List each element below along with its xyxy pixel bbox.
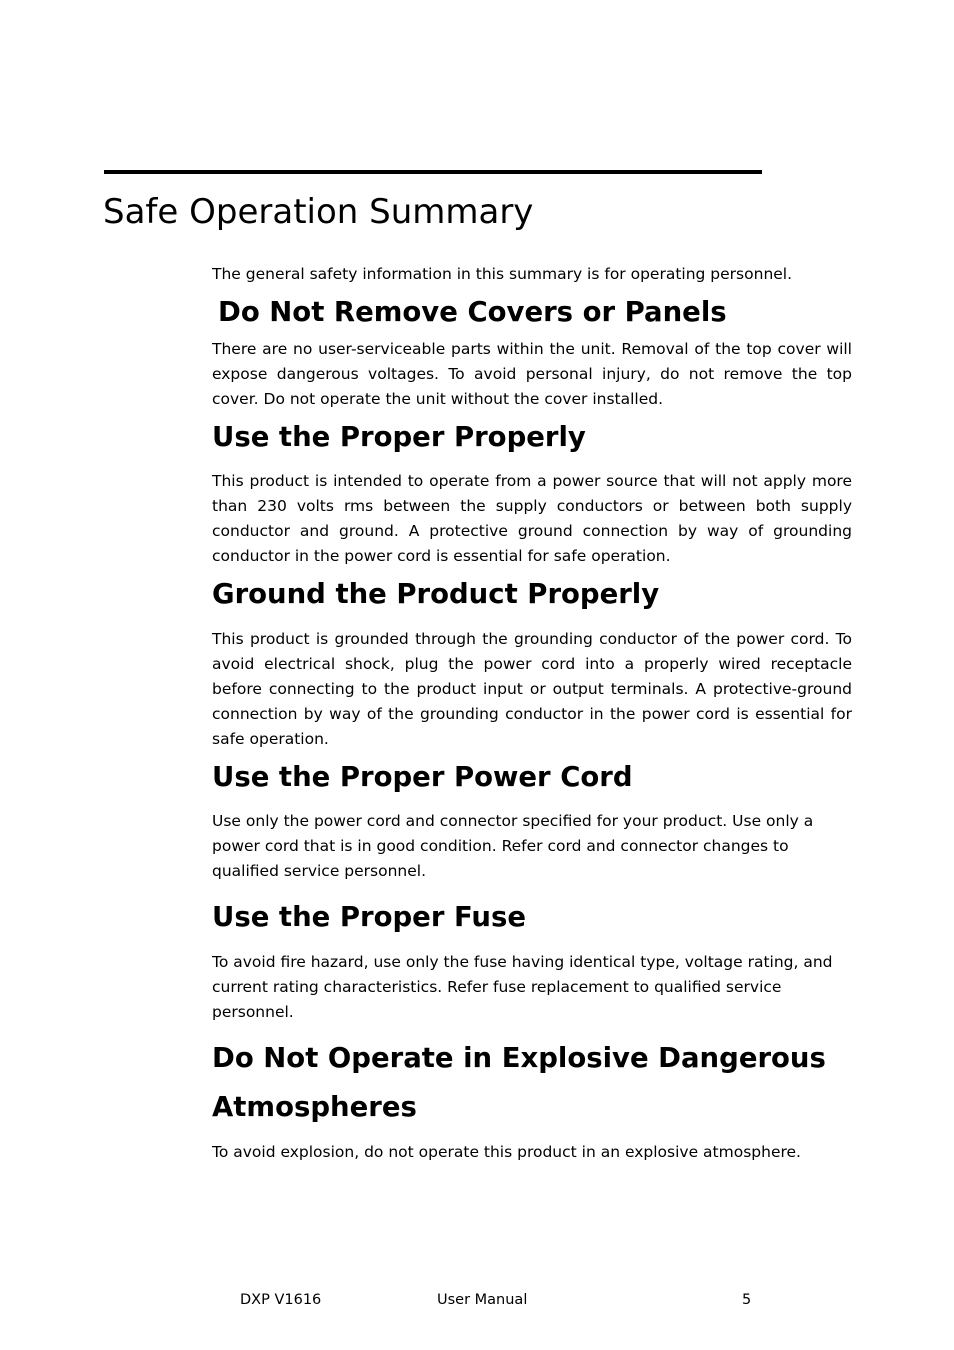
body-proper-fuse: To avoid fire hazard, use only the fuse having identical type, voltage rating, and current rating characteristics. Refer fuse replacement to qualified service personnel. (212, 953, 833, 1021)
body-ground-product: This product is grounded through the grounding conductor of the power cord. To avoid electrical shock, plug the power cord into a properly wired receptacle before connecting to the product input or output terminals. A protective-ground connection by way of the grounding conductor in the power cord is essential for safe operation. (212, 630, 852, 748)
heading-explosive-line2: Atmospheres (212, 1091, 417, 1123)
heading-explosive-line1: Do Not Operate in Explosive Dangerous (212, 1042, 826, 1074)
heading-proper-fuse: Use the Proper Fuse (212, 901, 526, 933)
heading-ground-product: Ground the Product Properly (212, 578, 660, 610)
footer-doc-title: User Manual (437, 1292, 528, 1308)
footer-page-number: 5 (742, 1292, 752, 1308)
body-explosive: To avoid explosion, do not operate this product in an explosive atmosphere. (212, 1143, 801, 1161)
body-covers-panels: There are no user-serviceable parts within the unit. Removal of the top cover will expose dangerous voltages. To avoid personal injury, do not remove the top cover. Do not operate the unit without the cover installed. (212, 340, 852, 408)
heading-covers-panels: Do Not Remove Covers or Panels (218, 296, 727, 328)
page-title: Safe Operation Summary (103, 192, 534, 232)
heading-proper-properly: Use the Proper Properly (212, 421, 586, 453)
body-proper-properly: This product is intended to operate from a power source that will not apply more than 230 volts rms between the supply conductors or between both supply conductor and ground. A protective ground connection by way of grounding conductor in the power cord is essential for safe operation. (212, 472, 852, 565)
body-power-cord: Use only the power cord and connector specified for your product. Use only a power cord that is in good condition. Refer cord and connector changes to qualified service personnel. (212, 812, 814, 880)
footer-model: DXP V1616 (240, 1292, 322, 1308)
intro-text: The general safety information in this summary is for operating personnel. (212, 265, 793, 283)
heading-power-cord: Use the Proper Power Cord (212, 761, 633, 793)
title-rule (104, 170, 762, 174)
